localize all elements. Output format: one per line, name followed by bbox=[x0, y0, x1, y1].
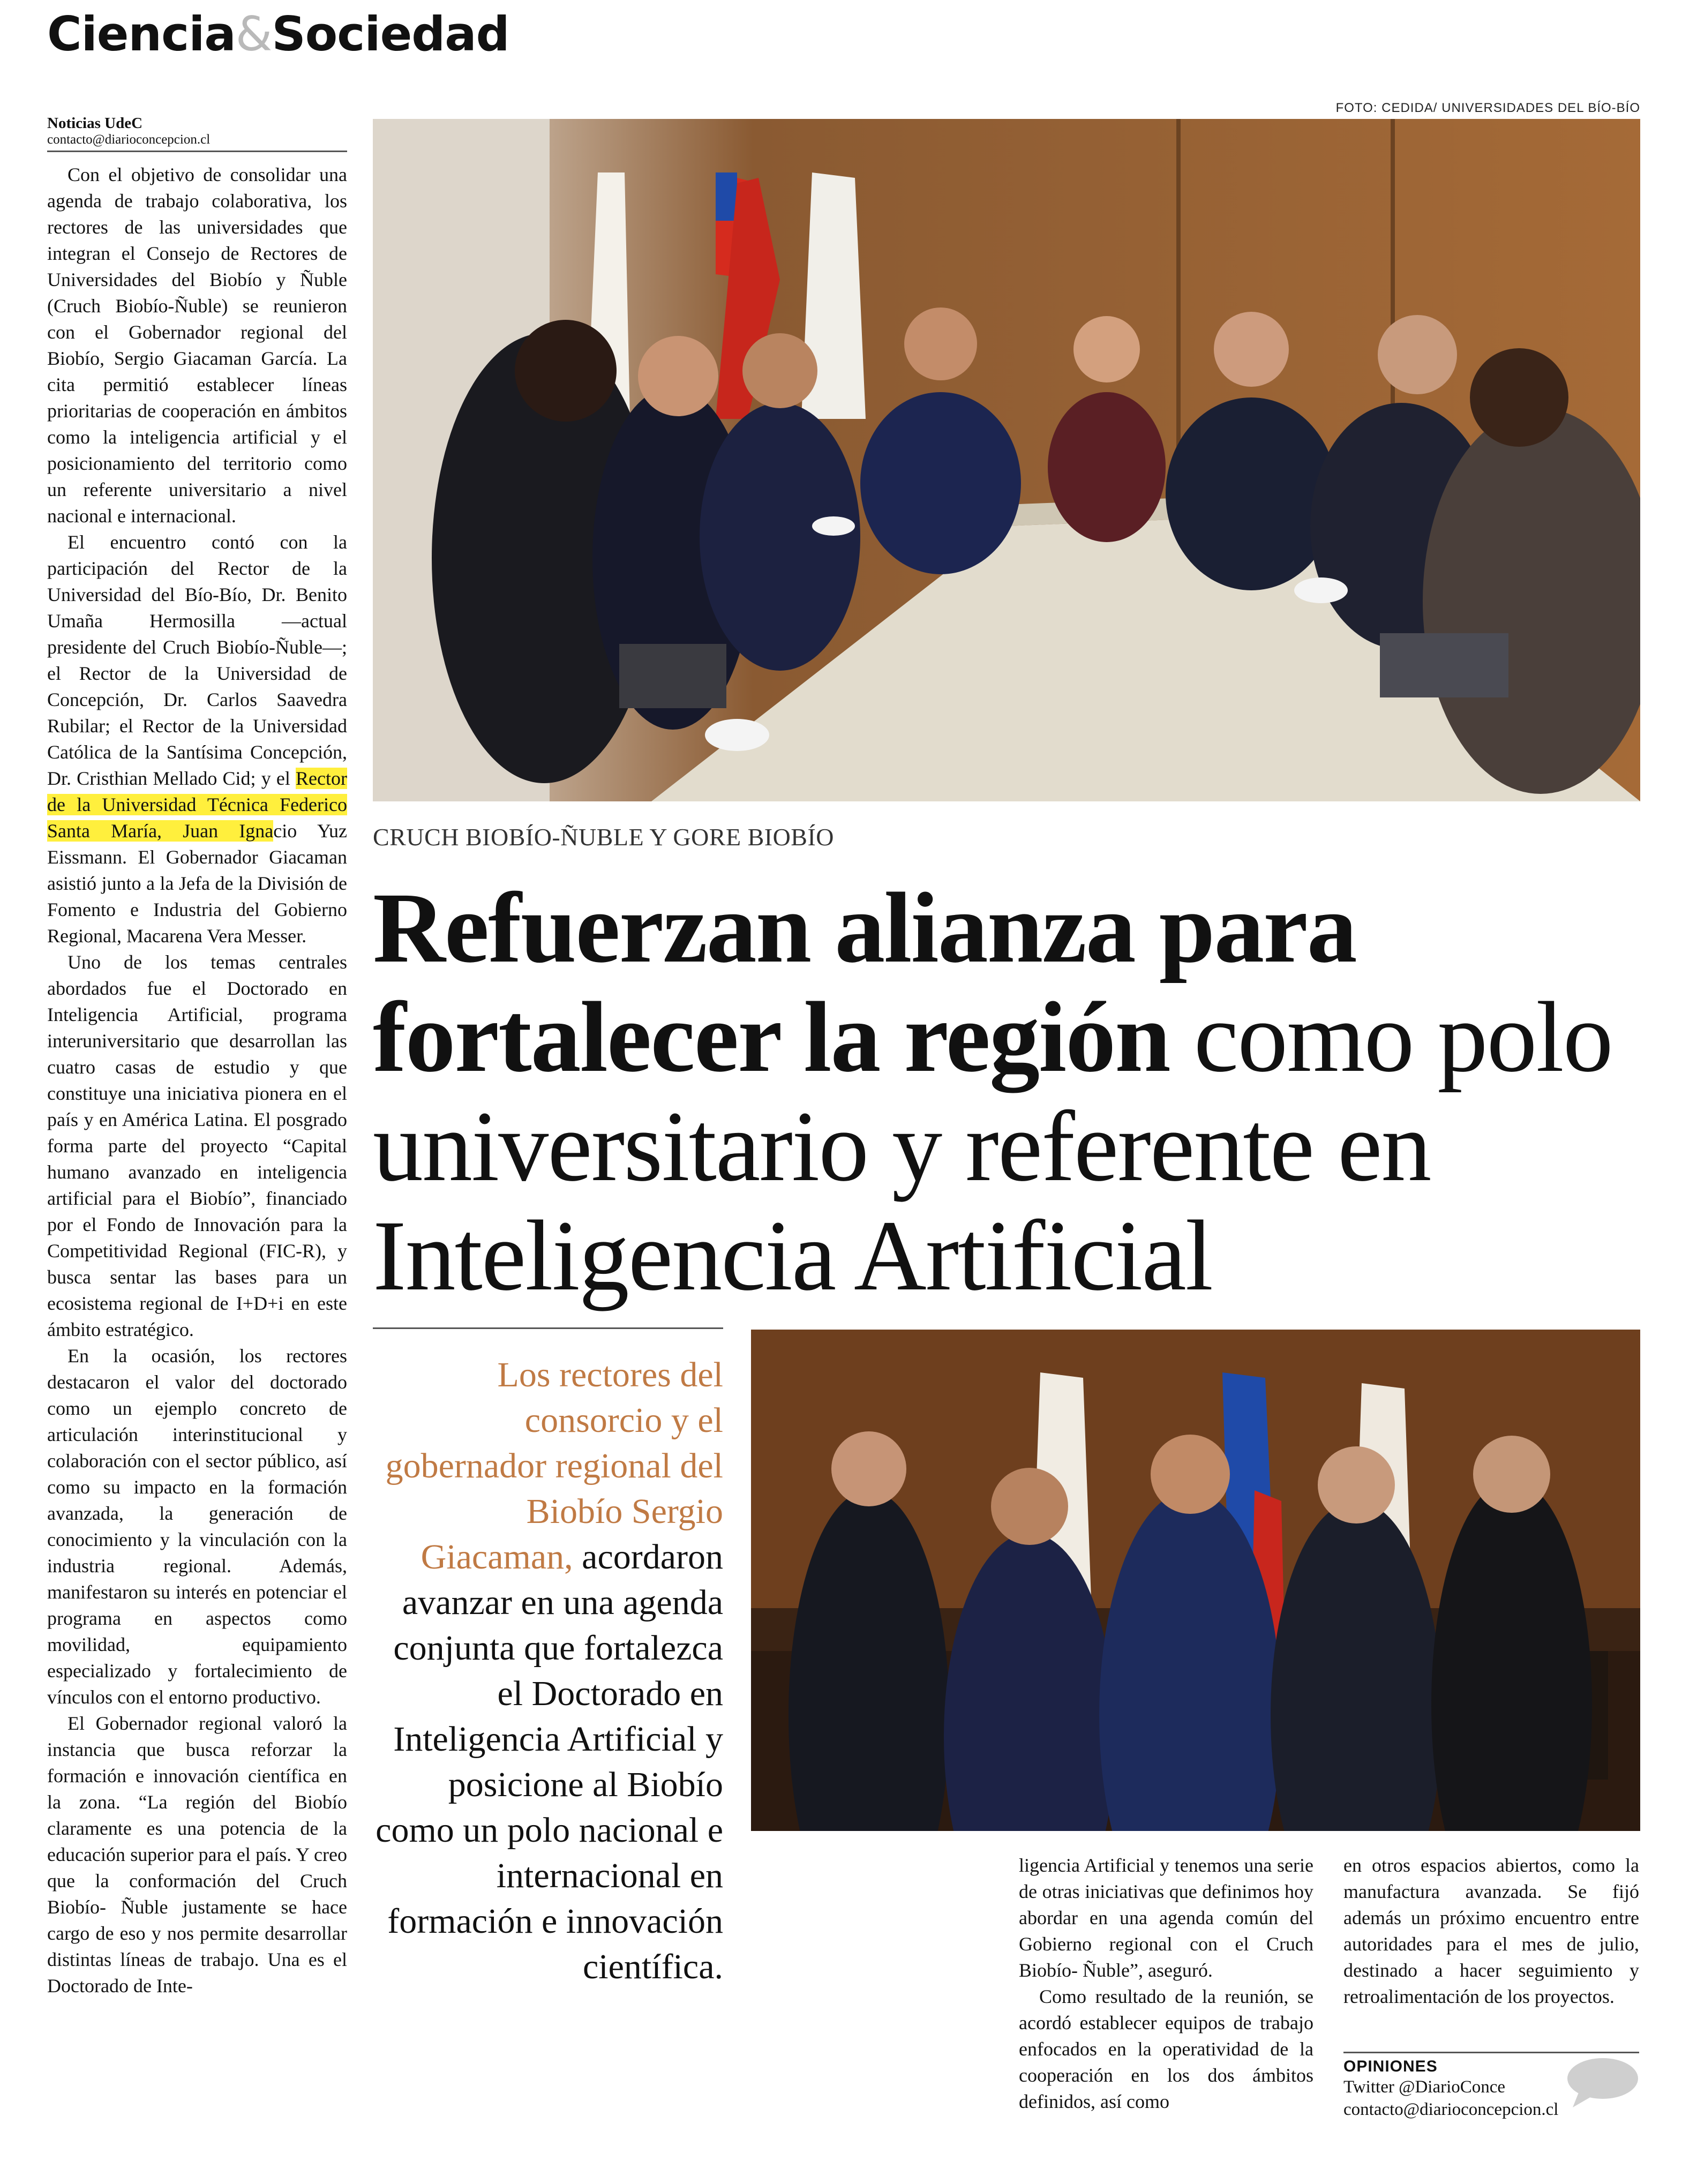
paragraph: En la ocasión, los rectores destacaron el valor del doctorado como un ejemplo concreto de articulación interinstitucional y colaboración con el sector público, así como su impacto en la formación avanzada, la generación de conocimiento y la vinculación con la industria regional. Además, manifestaron su interés en potenciar el programa en aspectos como movilidad, equipamiento especializado y fortalecimiento de vínculos con el entorno productivo. bbox=[47, 1345, 347, 1708]
paragraph: en otros espacios abiertos, como la manufactura avanzada. Se fijó además un próximo encuentro entre autoridades para el mes de julio, destinado a hacer seguimiento y retroalimentación de los proyectos. bbox=[1343, 1855, 1639, 2007]
paragraph: Uno de los temas centrales abordados fue el Doctorado en Inteligencia Artificial, programa interuniversitario que desarrollan las cuatro casas de estudio y que constituye una iniciativa pionera en el país y en América Latina. El posgrado forma parte del proyecto “Capital humano avanzado en inteligencia artificial para el Biobío”, financiado por el Fondo de Innovación para la Competitividad Regional (FIC-R), y busca sentar las bases para un ecosistema regional de I+D+i en este ámbito estratégico. bbox=[47, 951, 347, 1340]
opinions-twitter: Twitter @DiarioConce bbox=[1343, 2077, 1506, 2097]
article-column-right bbox=[1343, 1852, 1639, 2010]
paragraph: El Gobernador regional valoró la instancia que busca reforzar la formación e innovación científica en la zona. “La región del Biobío claramente es una potencia de la educación superior para el país. Y creo que la conformación del Cruch Biobío- Ñuble justamente se hace cargo de eso y nos permite desarrollar distintas líneas de trabajo. Una es el Doctorado de Inte- bbox=[47, 1713, 347, 1997]
meeting-photo bbox=[373, 119, 1640, 801]
group-photo bbox=[751, 1330, 1640, 1831]
highlighted-text: Rector de la Universidad Técnica Federico Santa María, Juan Igna bbox=[47, 768, 347, 842]
headline: Refuerzan alianza para fortalecer la región como polo universitario y referente en Inteligencia Artificial bbox=[373, 872, 1612, 1311]
article-column-middle bbox=[1019, 1852, 1313, 2115]
divider bbox=[373, 1327, 723, 1329]
paragraph: Con el objetivo de consolidar una agenda de trabajo colaborativa, los rectores de las universidades que integran el Consejo de Rectores de Universidades del Biobío y Ñuble (Cruch Biobío-Ñuble) se reunieron con el Gobernador regional del Biobío, Sergio Giacaman García. La cita permitió establecer líneas prioritarias de cooperación en ámbitos como la inteligencia artificial y el posicionamiento del territorio como un referente universitario a nivel nacional e internacional. bbox=[47, 164, 347, 527]
paragraph: El encuentro contó con la participación del Rector de la Universidad del Bío-Bío, Dr. Benito Umaña Hermosilla —actual presidente del Cruch Biobío-Ñuble—; el Rector de la Universidad de Concepción, Dr. Carlos Saavedra Rubilar; el Rector de la Universidad Católica de la Santísima Concepción, Dr. Cristhian Mellado Cid; y el Rector de la Universidad Técnica Federico Santa María, Juan Ignacio Yuz Eissmann. El Gobernador Giacaman asistió junto a la Jefa de la División de Fomento e Industria del Gobierno Regional, Macarena Vera Messer. bbox=[47, 531, 347, 947]
photo-credit: FOTO: CEDIDA/ UNIVERSIDADES DEL BÍO-BÍO bbox=[1335, 101, 1640, 115]
section-title: Ciencia&Sociedad bbox=[47, 6, 509, 62]
byline-name: Noticias UdeC bbox=[47, 115, 143, 132]
paragraph: Como resultado de la reunión, se acordó establecer equipos de trabajo enfocados en la operatividad de la cooperación en los dos ámbitos definidos, así como bbox=[1019, 1986, 1313, 2112]
byline-email: contacto@diarioconcepcion.cl bbox=[47, 132, 211, 147]
article-column-left bbox=[47, 162, 347, 1999]
speech-bubble-icon bbox=[1565, 2056, 1640, 2112]
opinions-title: OPINIONES bbox=[1343, 2058, 1438, 2075]
byline bbox=[47, 115, 347, 152]
kicker: CRUCH BIOBÍO-ÑUBLE Y GORE BIOBÍO bbox=[373, 823, 835, 851]
paragraph: ligencia Artificial y tenemos una serie de otras iniciativas que definimos hoy abordar en una agenda común del Gobierno regional con el Cruch Biobío- Ñuble”, aseguró. bbox=[1019, 1855, 1313, 1981]
pull-quote: Los rectores del consorcio y el gobernador regional del Biobío Sergio Giacaman, acordaron avanzar en una agenda conjunta que fortalezca el Doctorado en Inteligencia Artificial y posicione al Biobío como un polo nacional e internacional en formación e innovación científica. bbox=[376, 1355, 723, 1986]
opinions-email: contacto@diarioconcepcion.cl bbox=[1343, 2100, 1559, 2119]
